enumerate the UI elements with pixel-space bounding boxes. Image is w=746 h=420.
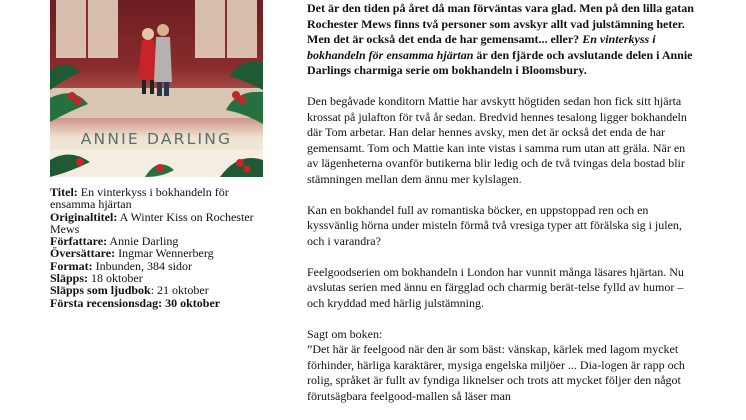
fact-label: Översättare: xyxy=(50,246,116,261)
quote-text: ”Det här är feelgood när den är som bäst: vänskap, kärlek med lagom mycket förhinder, härliga karaktärer, mysiga engelska miljöer ... Dia-logen är rapp och rolig, språket är fullt av fyndiga liknelser och trots att mycket följer den något förutsägbara feelgood-mallen så läser man xyxy=(307,342,685,403)
couple-illustration xyxy=(138,24,172,96)
fact-label: Släpps som ljudbok xyxy=(50,283,151,298)
fact-value: Annie Darling xyxy=(109,234,179,249)
paragraph-quote xyxy=(307,327,699,405)
intro-text: Det är den tiden på året då man förväntas vara glad. Men på den lilla gatan Rochester Mews finns två personer som avskyr allt vad julstämning heter. Men det är också det enda de har gemensamt... eller? xyxy=(307,1,694,46)
intro-book-title: En vinterkyss i bokhandeln för ensamma hjärtan xyxy=(307,32,656,62)
fact-label: Titel: xyxy=(50,185,78,199)
intro-paragraph xyxy=(307,1,699,79)
press-text xyxy=(307,1,699,420)
fact-value: Inbunden, 384 sidor xyxy=(95,258,192,273)
fact-label: Släpps: xyxy=(50,271,89,286)
cover-author-name: ANNIE DARLING xyxy=(80,130,233,148)
fact-value: Ingmar Wennerberg xyxy=(118,246,214,261)
fact-label: Originaltitel: xyxy=(50,209,118,224)
intro-text-end: är den fjärde och avslutande delen i Annie Darlings charmiga serie om bokhandeln i Bloomsbury. xyxy=(307,47,693,77)
fact-original-title xyxy=(50,211,260,236)
fact-label: Första recensionsdag: 30 oktober xyxy=(50,295,221,310)
book-facts xyxy=(50,186,260,309)
quote-label: Sagt om boken: xyxy=(307,326,383,341)
paragraph-plot: Den begåvade konditorn Mattie har avskytt högtiden sedan hon fick sitt hjärta krossat på julafton för två år sedan. Bredvid hennes tesalong ligger bokhandeln där Tom arbetar. Han delar hennes avsky, men det är också det enda de har gemensamt. Tom och Mattie kan inte vistas i samma rum utan att gräla. När en av lägenheterna ovanför butikerna blir ledig och de två tvingas dela bostad blir stämningen mellan dem ännu mer kylslagen. xyxy=(307,94,687,186)
fact-value: A Winter Kiss on Rochester Mews xyxy=(50,209,254,236)
fact-value: : 21 oktober xyxy=(150,283,209,298)
fact-label: Författare: xyxy=(50,234,108,249)
fact-title xyxy=(50,186,260,211)
book-cover xyxy=(50,0,263,177)
fact-label: Format: xyxy=(50,258,93,273)
paragraph-question: Kan en bokhandel full av romantiska böcker, en uppstoppad ren och en kyssvänlig hörna under misteln förmå två vresiga typer att förälska sig i julen, och i varandra? xyxy=(307,202,682,248)
fact-value: 18 oktober xyxy=(91,271,143,286)
cover-illustration xyxy=(50,0,263,177)
paragraph-series: Feelgoodserien om bokhandeln i London har vunnit många läsares hjärtan. Nu avslutas serien med ännu en färgglad och charmig berät-telse fylld av humor – och kryddad med härlig julstämning. xyxy=(307,264,684,310)
fact-review-date xyxy=(50,297,260,309)
fact-value: En vinterkyss i bokhandeln för ensamma hjärtan xyxy=(50,185,229,212)
